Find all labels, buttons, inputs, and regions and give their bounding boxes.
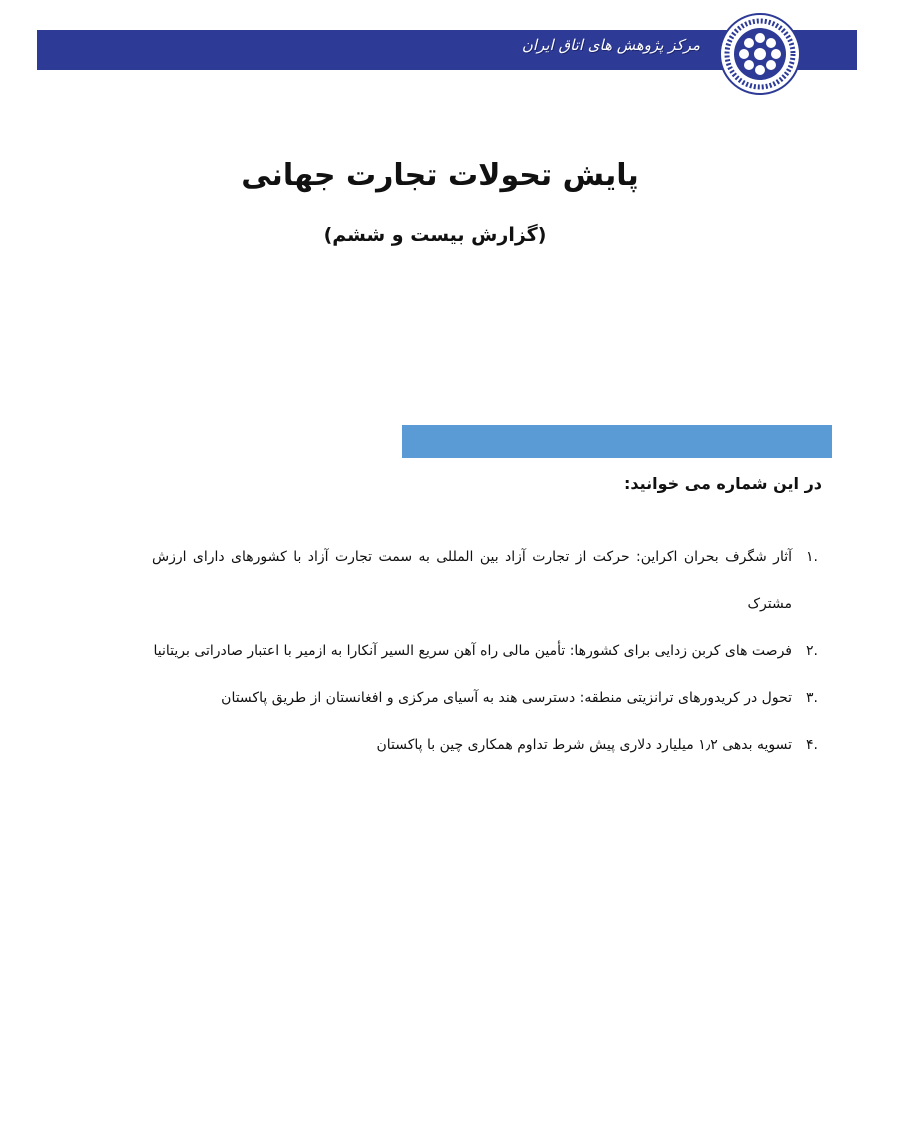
document-subtitle: (گزارش بیست و ششم) [323, 224, 547, 246]
toc-heading: در این شماره می خوانید: [623, 474, 822, 493]
toc-item-text: تحول در کریدورهای ترانزیتی منطقه: دسترسی هند به آسیای مرکزی و افغانستان از طریق پاکستان [221, 690, 792, 706]
organization-seal-icon [718, 12, 802, 96]
document-title: پایش تحولات تجارت جهانی [241, 158, 639, 193]
toc-item-text: تسویه بدهی ۱٫۲ میلیارد دلاری پیش شرط تداوم همکاری چین با پاکستان [376, 737, 792, 753]
toc-item-number: .۱ [806, 549, 818, 565]
toc-item-3 [152, 675, 818, 722]
toc-list [152, 534, 818, 769]
toc-item-2 [152, 628, 818, 675]
toc-item-1 [152, 534, 818, 628]
organization-name: مرکز پژوهش های اتاق ایران [521, 36, 700, 54]
toc-item-number: .۴ [806, 737, 818, 753]
toc-item-4 [152, 722, 818, 769]
toc-item-text: فرصت های کربن زدایی برای کشورها: تأمین مالی راه آهن سریع السیر آنکارا به ازمیر با اعتبار صادراتی بریتانیا [153, 643, 792, 659]
toc-item-number: .۳ [806, 690, 818, 706]
section-divider-bar [402, 425, 832, 458]
toc-item-number: .۲ [806, 643, 818, 659]
toc-item-text: آثار شگرف بحران اکراین: حرکت از تجارت آزاد بین المللی به سمت تجارت آزاد با کشورهای دارای ارزش مشترک [152, 549, 792, 612]
